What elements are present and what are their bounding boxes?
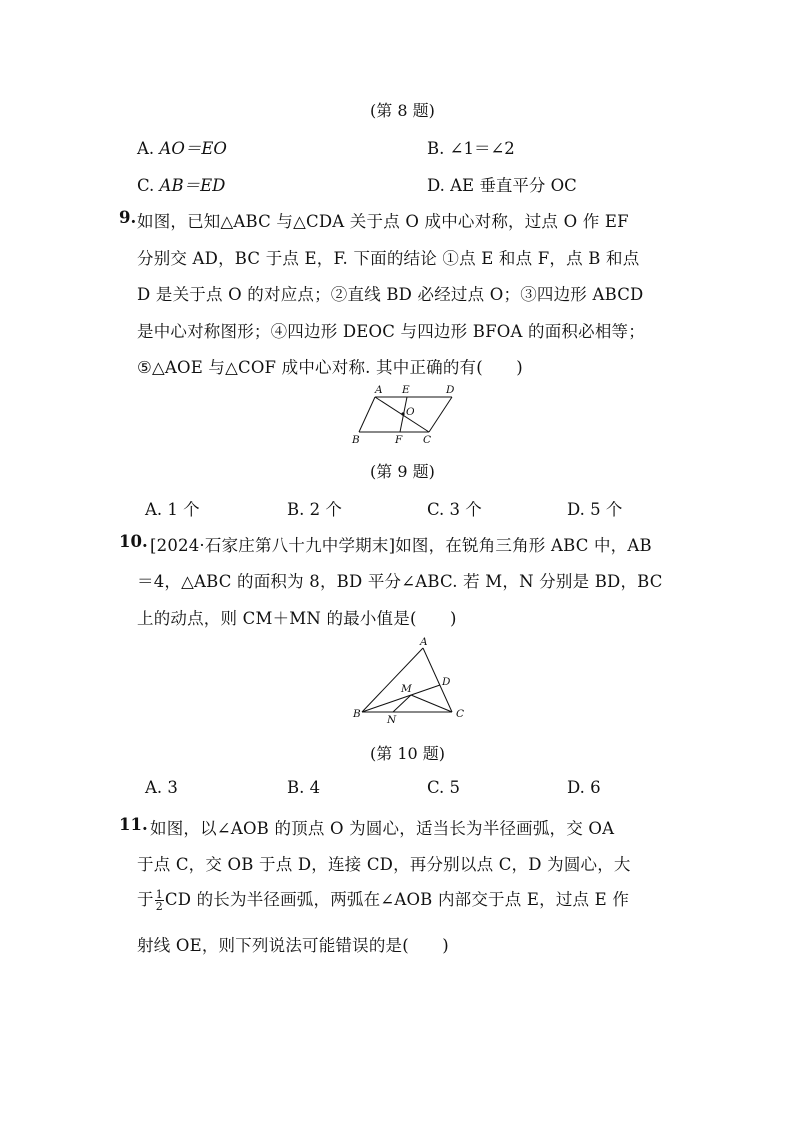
option-b-q8[interactable]	[427, 135, 515, 159]
option-text: AO＝EO	[159, 139, 227, 158]
question-number-10: 10.	[119, 532, 148, 551]
option-a-q9[interactable]: A. 1 个	[145, 500, 200, 519]
option-d-q10[interactable]: D. 6	[567, 778, 601, 797]
label-M: M	[401, 683, 412, 695]
question-11-line-3	[137, 886, 629, 912]
figure-caption-q9: (第 9 题)	[370, 462, 435, 481]
question-11-line-4: 射线 OE，则下列说法可能错误的是( )	[137, 936, 449, 955]
option-b-q10[interactable]: B. 4	[287, 778, 321, 797]
question-9-line-1: 如图，已知△ABC 与△CDA 关于点 O 成中心对称，过点 O 作 EF	[137, 212, 629, 231]
figure-caption-q10: (第 10 题)	[370, 744, 446, 763]
label-A: A	[375, 384, 383, 396]
label-C: C	[456, 708, 465, 720]
label-B: B	[353, 708, 361, 720]
question-9-line-3: D 是关于点 O 的对应点；②直线 BD 必经过点 O；③四边形 ABCD	[137, 285, 644, 304]
question-number-11: 11.	[119, 815, 148, 834]
label-A: A	[420, 636, 428, 648]
option-text: AE 垂直平分 OC	[450, 176, 577, 195]
label-F: F	[395, 434, 403, 446]
question-11-line-1: 如图，以∠AOB 的顶点 O 为圆心，适当长为半径画弧，交 OA	[150, 819, 615, 838]
line-3-prefix: 于	[137, 890, 154, 909]
option-c-q8[interactable]	[137, 172, 225, 196]
fraction-denominator: 2	[155, 900, 163, 913]
option-b-q9[interactable]: B. 2 个	[287, 500, 342, 519]
option-letter: C.	[137, 176, 155, 195]
label-E: E	[402, 384, 410, 396]
question-10-line-1: [2024·石家庄第八十九中学期末]如图，在锐角三角形 ABC 中，AB	[150, 536, 652, 555]
option-text: AB＝ED	[159, 176, 226, 195]
figure-caption-q8: (第 8 题)	[370, 101, 435, 120]
label-D: D	[446, 384, 455, 396]
option-d-q8[interactable]	[427, 172, 577, 196]
option-letter: D.	[427, 176, 445, 195]
option-letter: A.	[137, 139, 155, 158]
label-O: O	[406, 406, 415, 418]
option-letter: B.	[427, 139, 445, 158]
label-D: D	[442, 676, 451, 688]
figure-q9-parallelogram	[345, 383, 465, 447]
question-9-line-2: 分别交 AD，BC 于点 E，F. 下面的结论 ①点 E 和点 F，点 B 和点	[137, 249, 640, 268]
fraction-numerator: 1	[155, 888, 163, 901]
option-a-q8[interactable]	[137, 135, 227, 159]
option-d-q9[interactable]: D. 5 个	[567, 500, 623, 519]
option-c-q10[interactable]: C. 5	[427, 778, 461, 797]
label-N: N	[387, 714, 397, 726]
option-text: ∠1＝∠2	[449, 139, 515, 158]
question-9-line-4: 是中心对称图形；④四边形 DEOC 与四边形 BFOA 的面积必相等；	[137, 322, 645, 341]
label-C: C	[423, 434, 432, 446]
option-a-q10[interactable]: A. 3	[145, 778, 178, 797]
question-11-line-2: 于点 C，交 OB 于点 D，连接 CD，再分别以点 C，D 为圆心，大	[137, 855, 631, 874]
fraction-one-half	[155, 889, 164, 912]
question-9-line-5: ⑤△AOE 与△COF 成中心对称. 其中正确的有( )	[137, 358, 523, 377]
option-c-q9[interactable]: C. 3 个	[427, 500, 482, 519]
label-B: B	[352, 434, 360, 446]
figure-q10-triangle	[345, 635, 475, 727]
question-10-line-3: 上的动点，则 CM＋MN 的最小值是( )	[137, 609, 457, 628]
question-number-9: 9.	[119, 208, 137, 227]
line-3-rest: CD 的长为半径画弧，两弧在∠AOB 内部交于点 E，过点 E 作	[164, 890, 630, 909]
question-10-line-2: ＝4，△ABC 的面积为 8，BD 平分∠ABC. 若 M，N 分别是 BD，BC	[137, 572, 663, 591]
